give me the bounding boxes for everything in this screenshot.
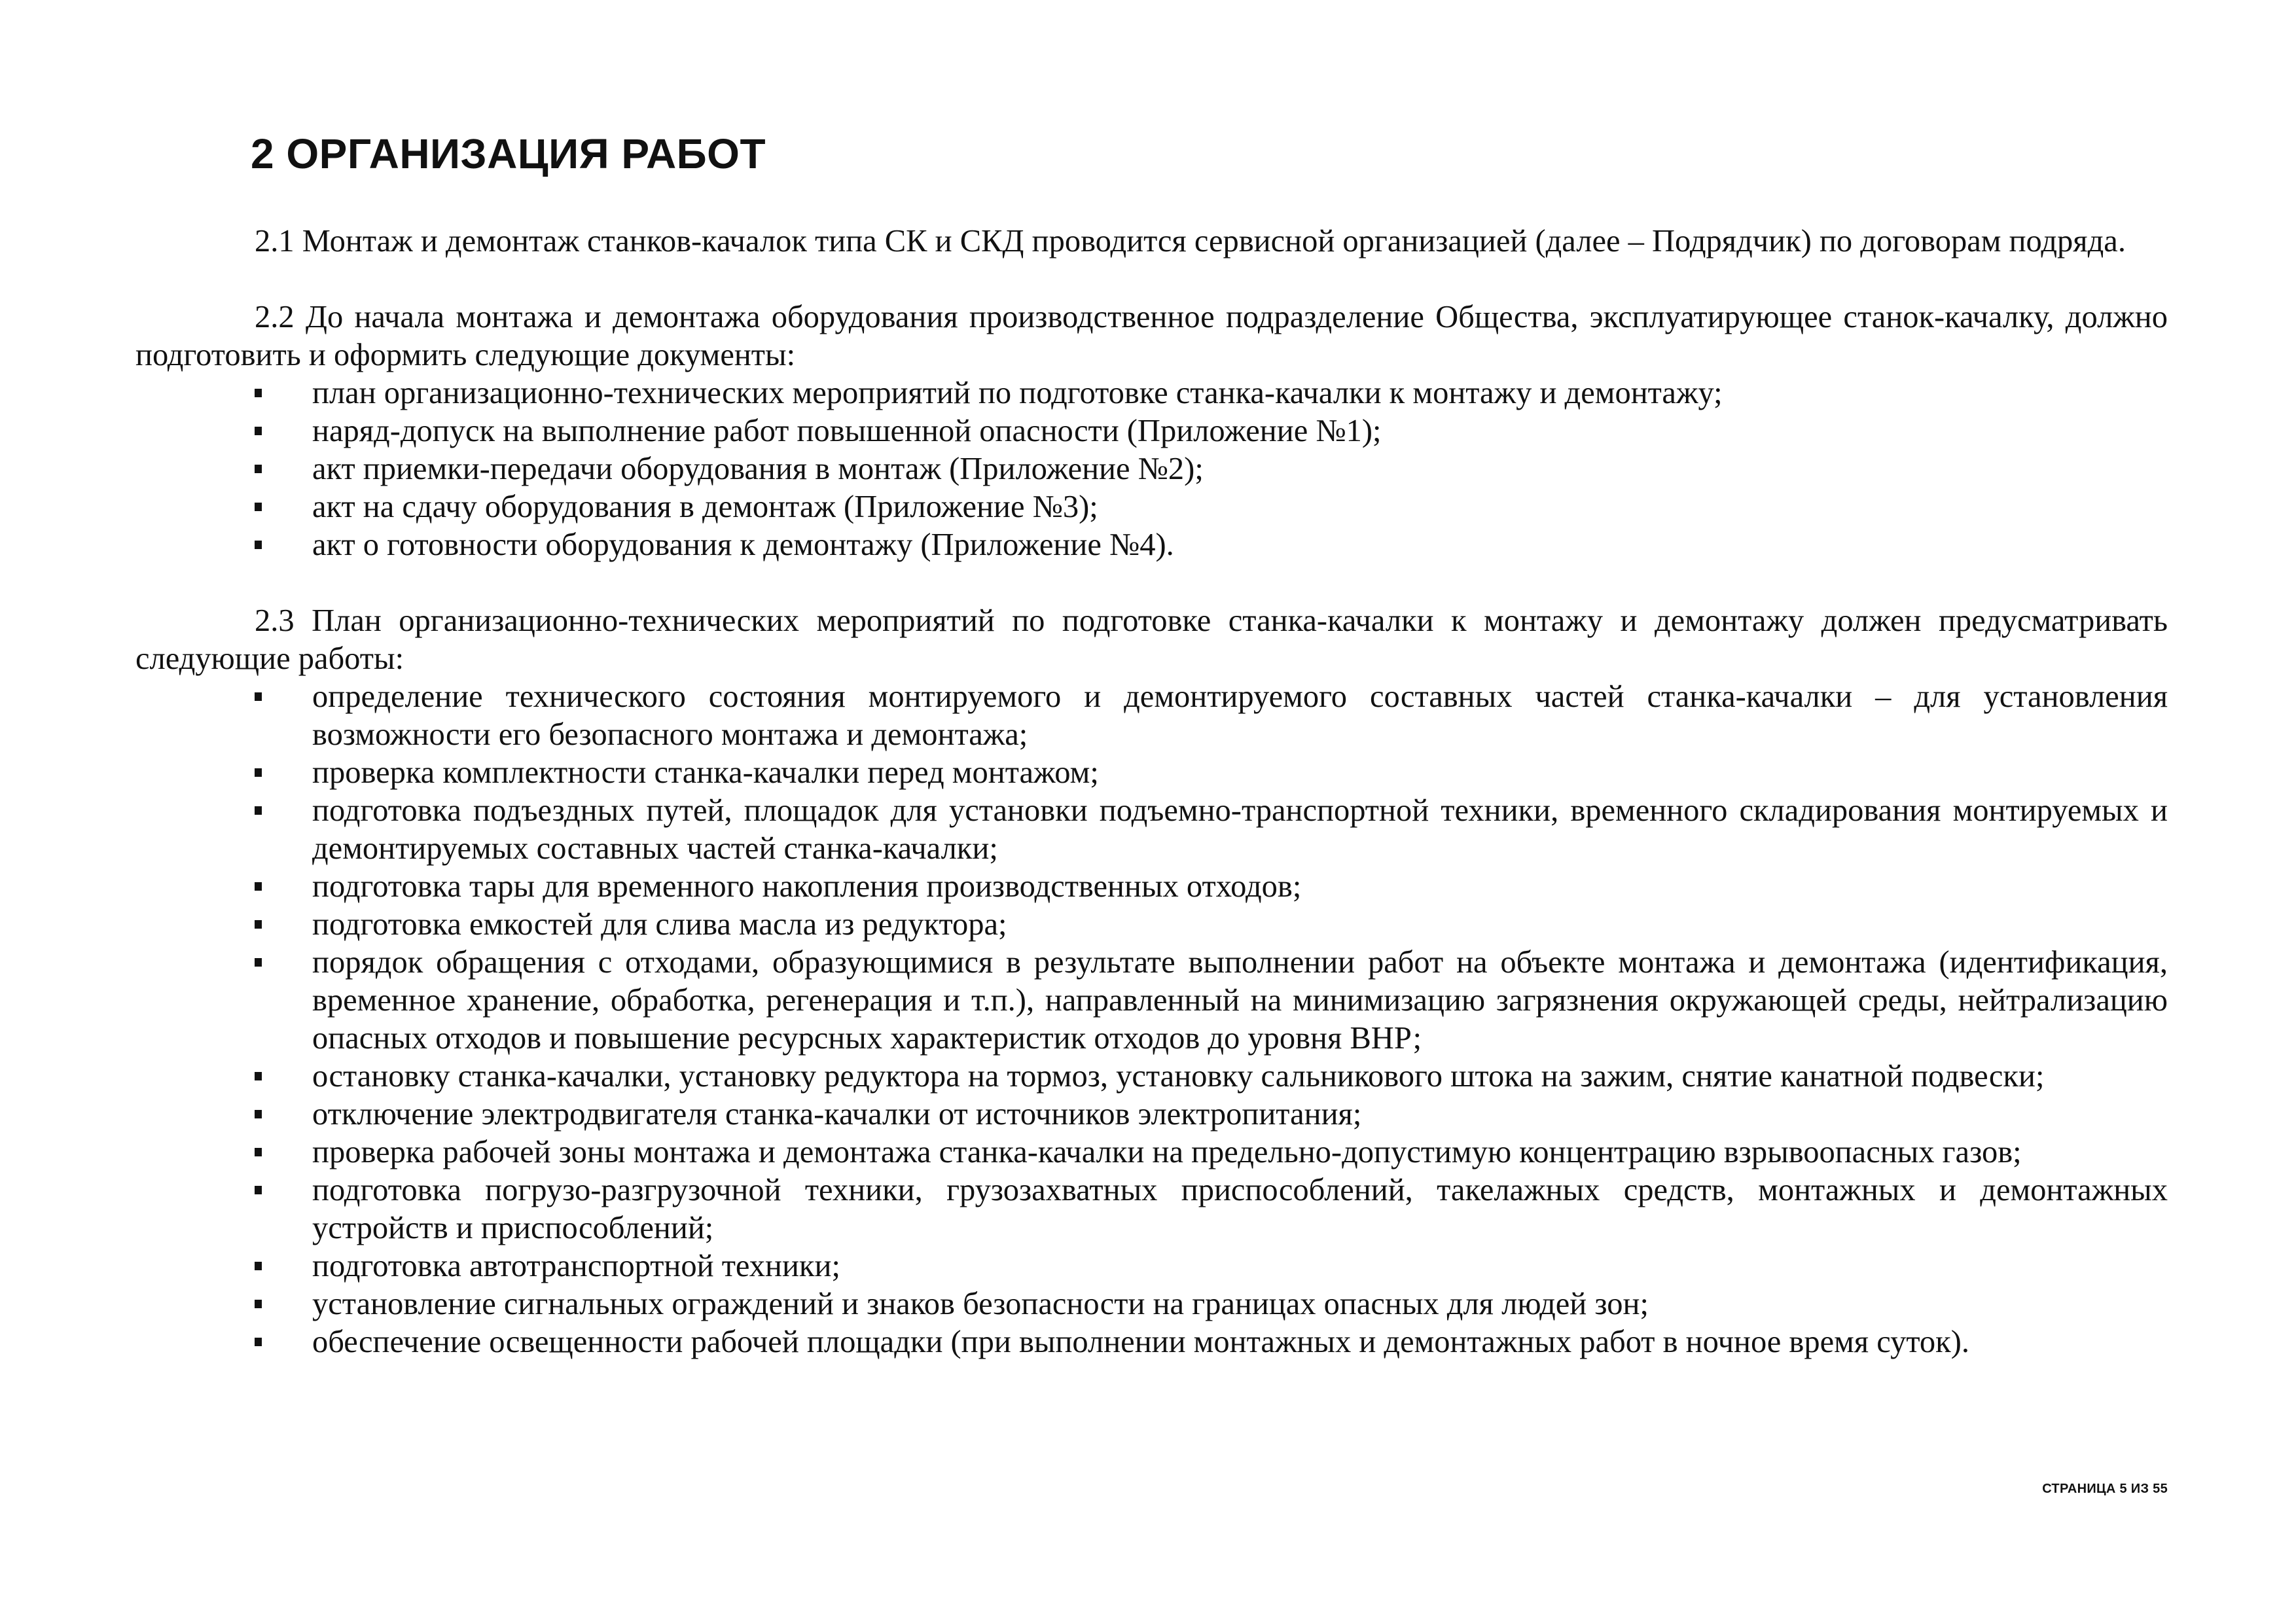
- list-item-text: отключение электродвигателя станка-качалки от источников электропитания;: [312, 1097, 1362, 1132]
- paragraph-2-1: 2.1 Монтаж и демонтаж станков-качалок типа СК и СКД проводится сервисной организацией (далее – Подрядчик) по договорам подряда.: [255, 224, 2126, 259]
- bullet-square-icon: [255, 806, 262, 815]
- paragraph-2-2-intro: 2.2 До начала монтажа и демонтажа оборудования производственное подразделение Общества, эксплуатирующее станок-качалку, должно подготовить и оформить следующие документы:: [135, 300, 2168, 372]
- list-item-text: подготовка тары для временного накопления производственных отходов;: [312, 869, 1302, 904]
- bullet-square-icon: [255, 1186, 262, 1194]
- document-list-2-2: [135, 374, 2168, 564]
- list-item: [312, 868, 2168, 906]
- page-number: СТРАНИЦА 5 ИЗ 55: [2042, 1482, 2168, 1496]
- list-item: [312, 792, 2168, 868]
- list-item-text: подготовка емкостей для слива масла из редуктора;: [312, 907, 1007, 942]
- bullet-square-icon: [255, 1262, 262, 1270]
- bullet-square-icon: [255, 1338, 262, 1346]
- section-title: 2 ОРГАНИЗАЦИЯ РАБОТ: [251, 130, 766, 177]
- bullet-square-icon: [255, 1148, 262, 1156]
- list-item: [312, 488, 2168, 526]
- list-item-text: проверка комплектности станка-качалки перед монтажом;: [312, 755, 1099, 790]
- list-item-text: определение технического состояния монтируемого и демонтируемого составных частей станка-качалки – для установления возможности его безопасного монтажа и демонтажа;: [312, 679, 2168, 752]
- bullet-square-icon: [255, 427, 262, 435]
- list-item-text: обеспечение освещенности рабочей площадки (при выполнении монтажных и демонтажных работ в ночное время суток).: [312, 1325, 1970, 1359]
- list-item: [312, 1096, 2168, 1133]
- bullet-square-icon: [255, 503, 262, 511]
- list-item: [312, 1323, 2168, 1361]
- list-item: [312, 1171, 2168, 1247]
- list-item-text: подготовка погрузо-разгрузочной техники, грузозахватных приспособлений, такелажных средств, монтажных и демонтажных устройств и приспособлений;: [312, 1173, 2168, 1245]
- list-item: [312, 944, 2168, 1058]
- list-item: [312, 374, 2168, 412]
- list-item: [312, 1133, 2168, 1171]
- bullet-square-icon: [255, 1110, 262, 1118]
- list-item: [312, 1247, 2168, 1285]
- bullet-square-icon: [255, 920, 262, 929]
- bullet-square-icon: [255, 692, 262, 701]
- document-body: [135, 223, 2168, 1361]
- list-item: [312, 1285, 2168, 1323]
- list-item: [312, 754, 2168, 792]
- list-item-text: акт на сдачу оборудования в демонтаж (Приложение №3);: [312, 490, 1098, 524]
- list-item-text: акт приемки-передачи оборудования в монтаж (Приложение №2);: [312, 452, 1204, 486]
- list-item-text: установление сигнальных ограждений и знаков безопасности на границах опасных для людей зон;: [312, 1287, 1649, 1321]
- work-list-2-3: [135, 678, 2168, 1361]
- bullet-square-icon: [255, 882, 262, 891]
- list-item: [312, 678, 2168, 754]
- list-item-text: акт о готовности оборудования к демонтажу (Приложение №4).: [312, 527, 1174, 562]
- list-item: [312, 906, 2168, 944]
- list-item: [312, 412, 2168, 450]
- list-item-text: подготовка автотранспортной техники;: [312, 1249, 840, 1283]
- bullet-square-icon: [255, 1072, 262, 1080]
- list-item-text: подготовка подъездных путей, площадок для установки подъемно-транспортной техники, временного складирования монтируемых и демонтируемых составных частей станка-качалки;: [312, 793, 2168, 866]
- bullet-square-icon: [255, 958, 262, 967]
- bullet-square-icon: [255, 389, 262, 397]
- bullet-square-icon: [255, 541, 262, 549]
- list-item: [312, 526, 2168, 564]
- list-item-text: остановку станка-качалки, установку редуктора на тормоз, установку сальникового штока на зажим, снятие канатной подвески;: [312, 1059, 2045, 1094]
- list-item: [312, 1058, 2168, 1096]
- bullet-square-icon: [255, 1300, 262, 1308]
- list-item-text: проверка рабочей зоны монтажа и демонтажа станка-качалки на предельно-допустимую концентрацию взрывоопасных газов;: [312, 1135, 2022, 1169]
- bullet-square-icon: [255, 465, 262, 473]
- bullet-square-icon: [255, 768, 262, 777]
- list-item-text: порядок обращения с отходами, образующимися в результате выполнении работ на объекте монтажа и демонтажа (идентификация, временное хранение, обработка, регенерация и т.п.), направленный на минимизацию загрязнения окружающей среды, нейтрализацию опасных отходов и повышение ресурсных характеристик отходов до уровня ВНР;: [312, 945, 2168, 1056]
- list-item-text: план организационно-технических мероприятий по подготовке станка-качалки к монтажу и демонтажу;: [312, 376, 1723, 410]
- list-item: [312, 450, 2168, 488]
- paragraph-2-3-intro: 2.3 План организационно-технических мероприятий по подготовке станка-качалки к монтажу и демонтажу должен предусматривать следующие работы:: [135, 603, 2168, 676]
- list-item-text: наряд-допуск на выполнение работ повышенной опасности (Приложение №1);: [312, 414, 1382, 448]
